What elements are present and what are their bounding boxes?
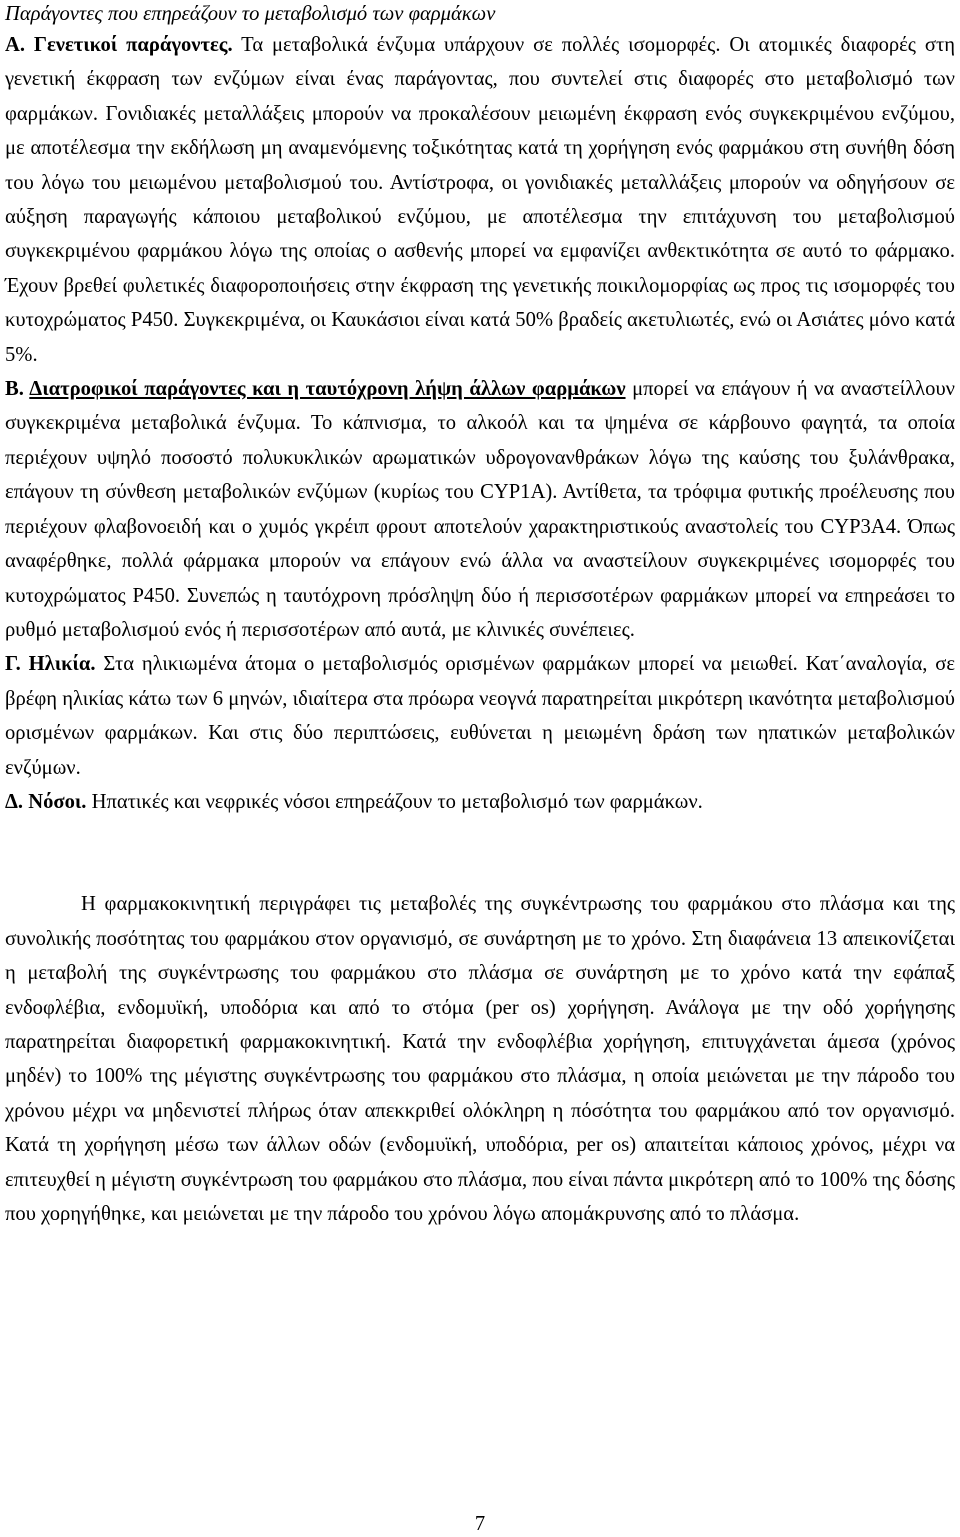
text-dietary-factors: μπορεί να επάγουν ή να αναστείλλουν συγκεκριμένα μεταβολικά ένζυμα. Το κάπνισμα, το αλκοόλ και τα ψημένα σε κάρβουνο φαγητά, τα οποία περιέχουν υψηλό ποσοστό πολυκυκλικών αρωματικών υδρογονανθράκων λόγω της καύσης του ξυλάνθρακα, επάγουν τη σύνθεση μεταβολικών ενζύμων (κυρίως του CYP1A). Αντίθετα, τα τρόφιμα φυτικής προέλευσης που περιέχουν φλαβονοειδή και ο χυμός γκρέιπ φρουτ αποτελούν χαρακτηριστικούς αναστολείς του CYP3A4. Όπως αναφέρθηκε, πολλά φάρμακα μπορούν να επάγουν ενώ άλλα να αναστείλουν συγκεκριμένες ισομορφές του κυτοχρώματος Ρ450. Συνεπώς η ταυτόχρονη πρόσληψη δύο ή περισσοτέρων φαρμάκων μπορεί να επηρεάσει το ρυθμό μεταβολισμού ενός ή περισσοτέρων από αυτά, με κλινικές συνέπειες. [5,378,955,641]
text-age: Στα ηλικιωμένα άτομα ο μεταβολισμός ορισμένων φαρμάκων μπορεί να μειωθεί. Κατ΄αναλογία, σε βρέφη ηλικίας κάτω των 6 μηνών, ιδιαίτερα στα πρόωρα νεογνά παρατηρείται μικρότερη ικανότητα μεταβολισμού ορισμένων φαρμάκων. Και στις δύο περιπτώσεις, ευθύνεται η μειωμένη δράση των ηπατικών μεταβολικών ενζύμων. [5,653,955,779]
heading-genetic-factors: Α. Γενετικοί παράγοντες. [5,34,233,56]
paragraph-dietary-factors [5,372,955,647]
text-diseases: Ηπατικές και νεφρικές νόσοι επηρεάζουν το μεταβολισμό των φαρμάκων. [86,790,703,813]
heading-dietary-factors: Διατροφικοί παράγοντες και η ταυτόχρονη λήψη άλλων φαρμάκων [29,378,626,401]
page-content [5,0,955,1231]
paragraph-pharmacokinetics: Η φαρμακοκινητική περιγράφει τις μεταβολές της συγκέντρωσης του φαρμάκου στο πλάσμα και της συνολικής ποσότητας του φαρμάκου στον οργανισμό, σε συνάρτηση με το χρόνο. Στη διαφάνεια 13 απεικονίζεται η μεταβολή της συγκέντρωσης του φαρμάκου στο πλάσμα σε συνάρτηση με το χρόνο κατά την εφάπαξ ενδοφλέβια, ενδομυϊκή, υποδόρια και από το στόμα (per os) χορήγηση. Ανάλογα με την οδό χορήγησης παρατηρείται διαφορετική φαρμακοκινητική. Κατά την ενδοφλέβια χορήγηση, επιτυγχάνεται άμεσα (χρόνος μηδέν) το 100% της μέγιστης συγκέντρωσης του φαρμάκου στο πλάσμα, η οποία μειώνεται με την πάροδο του χρόνου μέχρι να μηδενιστεί πλήρως όταν απεκκριθεί ολόκληρη η πόσότητα του φαρμάκου από τον οργανισμό. Κατά τη χορήγηση μέσω των άλλων οδών (ενδομυϊκή, υποδόρια, per os) απαιτείται κάποιος χρόνος, μέχρι να επιτευχθεί η μέγιστη συγκέντρωση του φαρμάκου στο πλάσμα, που είναι πάντα μικρότερη από το 100% της δόσης που χορηγήθηκε, και μειώνεται με την πάροδο του χρόνου λόγω απομάκρυνσης από το πλάσμα. [5,893,955,1225]
section-title: Παράγοντες που επηρεάζουν το μεταβολισμό των φαρμάκων [5,3,496,25]
heading-age: Γ. Ηλικία. [5,653,96,676]
text-genetic-factors: Τα μεταβολικά ένζυμα υπάρχουν σε πολλές ισομορφές. Οι ατομικές διαφορές στη γενετική έκφραση των ενζύμων είναι ένας παράγοντας, που συντελεί στις διαφορές στο μεταβολισμό των φαρμάκων. Γονιδιακές μεταλλάξεις μπορούν να προκαλέσουν μειωμένη έκφραση ενός συγκεκριμένου ενζύμου, με αποτέλεσμα την εκδήλωση μη αναμενόμενης τοξικότητας κατά τη χορήγηση ενός φαρμάκου στη συνήθη δόση του λόγω του μειωμένου μεταβολισμού του. Αντίστροφα, οι γονιδιακές μεταλλάξεις μπορούν να οδηγήσουν σε αύξηση παραγωγής κάποιου μεταβολικού ενζύμου, με αποτέλεσμα την επιτάχυνση του μεταβολισμού συγκεκριμένου φαρμάκου λόγω της οποίας ο ασθενής μπορεί να εμφανίζει ανθεκτικότητα σε αυτό το φάρμακο. Έχουν βρεθεί φυλετικές διαφοροποιήσεις στην έκφραση της γενετικής ποικιλομορφίας ως προς τις ισομορφές του κυτοχρώματος Ρ450. Συγκεκριμένα, οι Καυκάσιοι είναι κατά 50% βραδείς ακετυλιωτές, ενώ οι Ασιάτες μόνο κατά 5%. [5,34,955,366]
paragraph-genetic-factors [5,28,955,372]
page-number: 7 [474,1513,486,1535]
heading-diseases: Δ. Νόσοι. [5,790,87,813]
paragraph-spacer [5,819,955,887]
paragraph-age [5,647,955,785]
paragraph-diseases [5,785,955,819]
heading-dietary-prefix: Β. [5,378,30,401]
